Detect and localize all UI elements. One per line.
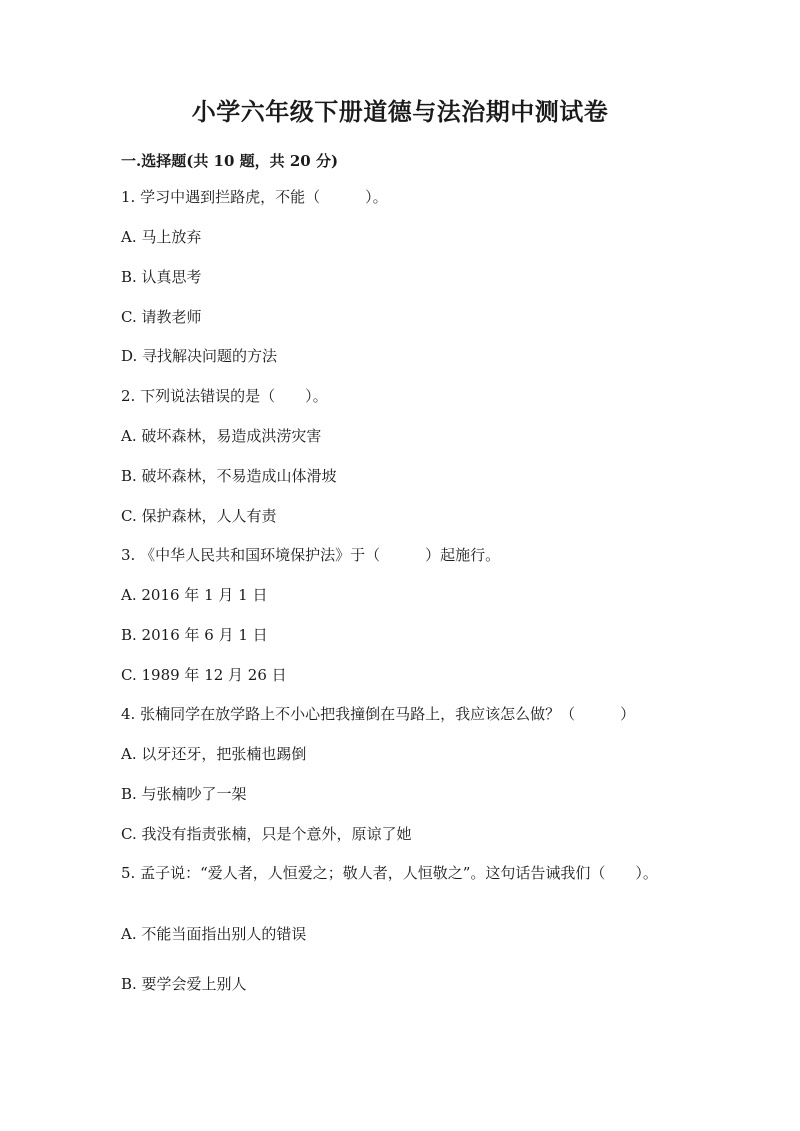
option: A. 2016 年 1 月 1 日 [121,586,268,604]
option: B. 2016 年 6 月 1 日 [121,626,268,644]
option: B. 破坏森林，不易造成山体滑坡 [121,467,337,485]
option: C. 保护森林，人人有责 [121,507,277,525]
option: B. 认真思考 [121,268,202,286]
option: D. 寻找解决问题的方法 [121,347,278,365]
page-title: 小学六年级下册道德与法治期中测试卷 [191,97,609,126]
question-stem: 3. 《中华人民共和国环境保护法》于（ ）起施行。 [121,546,501,564]
option: B. 与张楠吵了一架 [121,785,247,803]
section-heading: 一.选择题(共 10 题，共 20 分) [121,152,339,170]
option: B. 要学会爱上别人 [121,975,247,993]
option: A. 马上放弃 [121,228,202,246]
option: C. 请教老师 [121,308,202,326]
question-stem: 1. 学习中遇到拦路虎，不能（ ）。 [121,188,388,206]
option: A. 以牙还牙，把张楠也踢倒 [121,745,307,763]
option: A. 不能当面指出别人的错误 [121,925,307,943]
option: C. 我没有指责张楠，只是个意外，原谅了她 [121,825,412,843]
question-stem: 4. 张楠同学在放学路上不小心把我撞倒在马路上，我应该怎么做？（ ） [121,705,636,723]
question-stem: 5. 孟子说：“爱人者，人恒爱之；敬人者，人恒敬之”。这句话告诫我们（ ）。 [121,864,658,882]
question-stem: 2. 下列说法错误的是（ ）。 [121,387,328,405]
option: C. 1989 年 12 月 26 日 [121,666,287,684]
option: A. 破坏森林，易造成洪涝灾害 [121,427,322,445]
